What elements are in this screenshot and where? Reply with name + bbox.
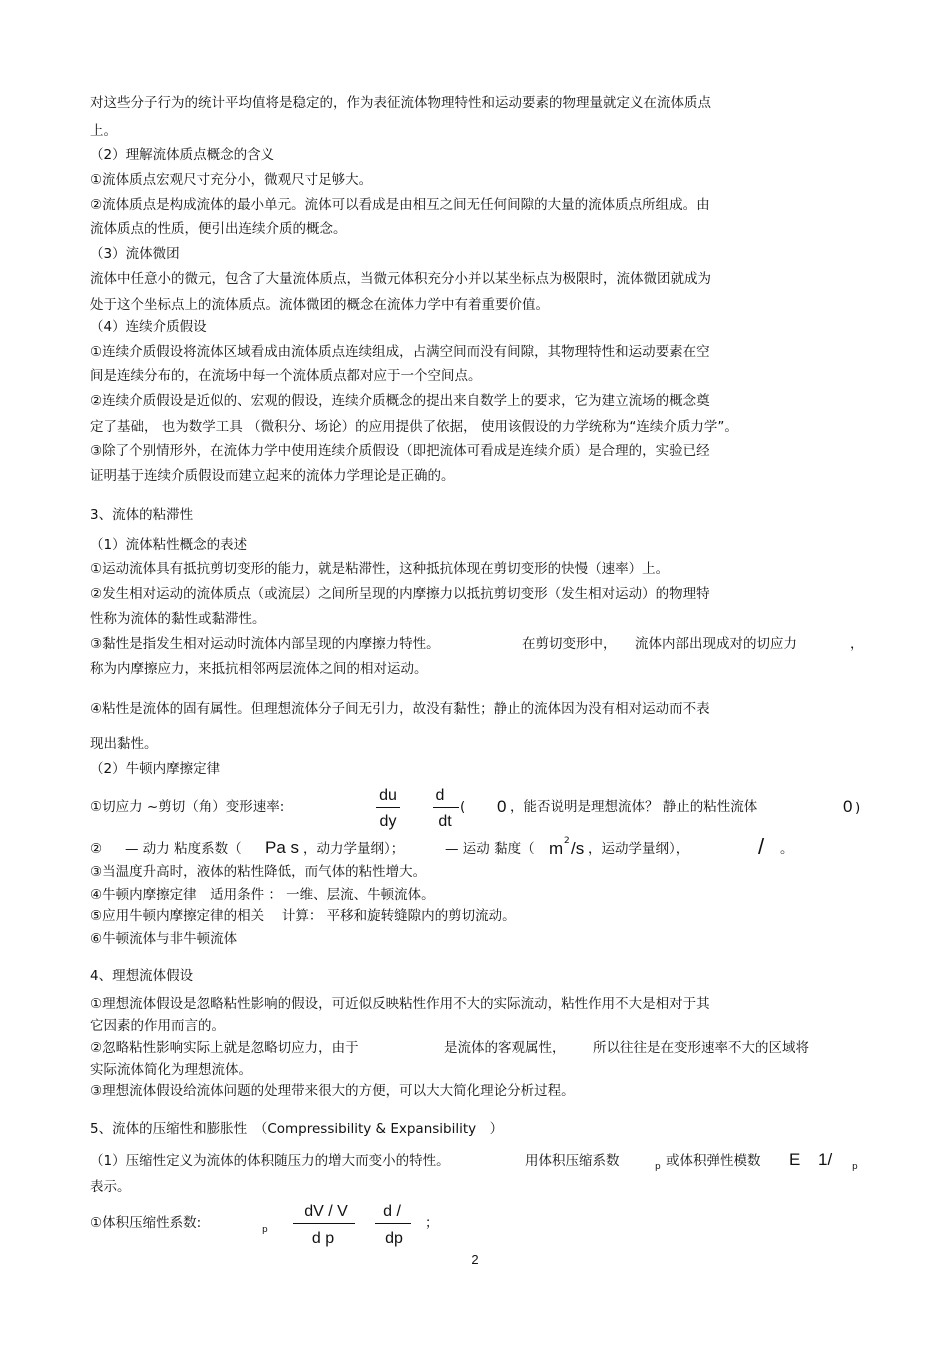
text-line: 间是连续分布的，在流场中每一个流体质点都对应于一个空间点。 — [90, 368, 482, 384]
fraction-bar — [376, 807, 400, 808]
text-line: 它因素的作用而言的。 — [90, 1018, 225, 1034]
fraction-numerator: du — [379, 787, 397, 804]
text-line: 处于这个坐标点上的流体质点。流体微团的概念在流体力学中有着重要价值。 — [90, 297, 549, 313]
subscript: p — [262, 1225, 268, 1235]
math-value: 0 — [497, 797, 507, 816]
text-line: ④粘性是流体的固有属性。但理想流体分子间无引力，故没有黏性；静止的流体因为没有相对运动而不表 — [90, 701, 710, 717]
text-fragment: ，运动学量纲）， — [588, 841, 690, 857]
text-fragment: 用体积压缩系数 — [525, 1153, 620, 1169]
text-line: 上。 — [90, 123, 117, 139]
subheading: （2）牛顿内摩擦定律 — [90, 761, 221, 777]
fraction-denominator: dy — [379, 813, 397, 830]
text-line: 对这些分子行为的统计平均值将是稳定的，作为表征流体物理特性和运动要素的物理量就定义在流体质点 — [90, 95, 711, 111]
text-line: 称为内摩擦应力，来抵抗相邻两层流体之间的相对运动。 — [90, 661, 428, 677]
text-fragment: ，能否说明是理想流体？ 静止的粘性流体 — [510, 799, 758, 815]
fraction-numerator: d / — [383, 1203, 401, 1220]
fraction-numerator: dV / V — [304, 1203, 348, 1220]
text-line: 流体中任意小的微元，包含了大量流体质点，当微元体积充分小并以某坐标点为极限时，流体微团就成为 — [90, 271, 711, 287]
section-heading: 5、流体的压缩性和膨胀性 （Compressibility & Expansibility ） — [90, 1121, 504, 1137]
fraction-bar — [375, 1223, 411, 1224]
math-unit: Pa s — [265, 838, 300, 857]
text-line: 流体质点的性质，便引出连续介质的概念。 — [90, 221, 347, 237]
text-line: ④牛顿内摩擦定律 适用条件 ： 一维、层流、牛顿流体。 — [90, 887, 435, 903]
fraction-denominator: dp — [385, 1230, 403, 1247]
text-line: ①切应力 ~剪切（角）变形速率: — [90, 799, 285, 815]
text-fragment: 所以往往是在变形速率不大的区域将 — [593, 1040, 809, 1056]
text-fragment: 。 — [780, 841, 794, 857]
text-fragment: ( — [460, 799, 466, 815]
text-fragment: ，动力学量纲）； — [303, 841, 405, 857]
text-line: ①流体质点宏观尺寸充分小，微观尺寸足够大。 — [90, 172, 373, 188]
text-line: ①理想流体假设是忽略粘性影响的假设，可近似反映粘性作用不大的实际流动，粘性作用不大是相对于其 — [90, 996, 710, 1012]
math-symbol: E — [789, 1150, 801, 1169]
fraction-bar — [433, 807, 459, 808]
text-line: ①连续介质假设将流体区域看成由流体质点连续组成，占满空间而没有间隙，其物理特性和运动要素在空 — [90, 344, 710, 360]
text-line: 证明基于连续介质假设而建立起来的流体力学理论是正确的。 — [90, 468, 455, 484]
text-line: ③黏性是指发生相对运动时流体内部呈现的内摩擦力特性。 — [90, 636, 440, 652]
text-line: ⑥牛顿流体与非牛顿流体 — [90, 931, 238, 947]
text-fragment: 在剪切变形中， — [522, 636, 617, 652]
math-slash: / — [758, 834, 765, 859]
text-line: 性称为流体的黏性或黏滞性。 — [90, 611, 266, 627]
text-line: ③当温度升高时，液体的粘性降低，而气体的粘性增大。 — [90, 864, 427, 880]
text-fragment: 流体内部出现成对的切应力 — [635, 636, 797, 652]
math-value: 0 — [843, 797, 853, 816]
text-line: ②流体质点是构成流体的最小单元。流体可以看成是由相互之间无任何间隙的大量的流体质点所组成。由 — [90, 197, 710, 213]
text-line: ②忽略粘性影响实际上就是忽略切应力，由于 — [90, 1040, 359, 1056]
text-fragment: 是流体的客观属性， — [444, 1040, 566, 1056]
section-heading: 3、流体的粘滞性 — [90, 507, 194, 523]
subscript: p — [655, 1162, 661, 1172]
text-fragment: 或体积弹性模数 — [666, 1153, 761, 1169]
math-unit: m — [549, 839, 564, 858]
subheading: （4）连续介质假设 — [90, 319, 207, 335]
text-fragment: ) — [855, 800, 861, 816]
fraction-numerator: d — [435, 787, 445, 804]
text-line: ③除了个别情形外，在流体力学中使用连续介质假设（即把流体可看成是连续介质）是合理的，实验已经 — [90, 443, 710, 459]
text-line: ② — [90, 841, 103, 857]
text-line: ①运动流体具有抵抗剪切变形的能力，就是粘滞性，这种抵抗体现在剪切变形的快慢（速率）上。 — [90, 561, 670, 577]
text-fragment: — 运动 黏度（ — [445, 841, 535, 857]
page-number: 2 — [471, 1252, 479, 1267]
fraction-denominator: dt — [438, 813, 452, 830]
text-line: ②连续介质假设是近似的、宏观的假设，连续介质概念的提出来自数学上的要求，它为建立流场的概念奠 — [90, 393, 710, 409]
text-fragment: ， — [850, 636, 864, 652]
text-line: 定了基础， 也为数学工具 （微积分、场论）的应用提供了依据， 使用该假设的力学统称为“连续介质力学”。 — [90, 419, 738, 435]
math-symbol: 1/ — [818, 1150, 833, 1169]
fraction-denominator: d p — [311, 1230, 335, 1247]
math-unit: /s — [571, 839, 585, 858]
text-line: ③理想流体假设给流体问题的处理带来很大的方便，可以大大简化理论分析过程。 — [90, 1083, 575, 1099]
text-line: 现出黏性。 — [90, 736, 158, 752]
subheading: （2）理解流体质点概念的含义 — [90, 147, 275, 163]
superscript: 2 — [564, 836, 570, 846]
text-line: ①体积压缩性系数: — [90, 1215, 202, 1231]
section-heading: 4、理想流体假设 — [90, 968, 194, 984]
text-line: 表示。 — [90, 1179, 131, 1195]
subheading: （3）流体微团 — [90, 246, 180, 262]
subscript: p — [852, 1162, 858, 1172]
text-line: ⑤应用牛顿内摩擦定律的相关 计算： 平移和旋转缝隙内的剪切流动。 — [90, 908, 516, 924]
text-line: ②发生相对运动的流体质点（或流层）之间所呈现的内摩擦力以抵抗剪切变形（发生相对运动）的物理特 — [90, 586, 710, 602]
fraction-bar — [293, 1223, 355, 1224]
text-line: 实际流体简化为理想流体。 — [90, 1062, 252, 1078]
text-fragment: ； — [425, 1215, 439, 1231]
subheading: （1）流体粘性概念的表述 — [90, 537, 248, 553]
text-line: （1）压缩性定义为流体的体积随压力的增大而变小的特性。 — [90, 1153, 450, 1169]
text-fragment: — 动力 粘度系数（ — [125, 841, 242, 857]
